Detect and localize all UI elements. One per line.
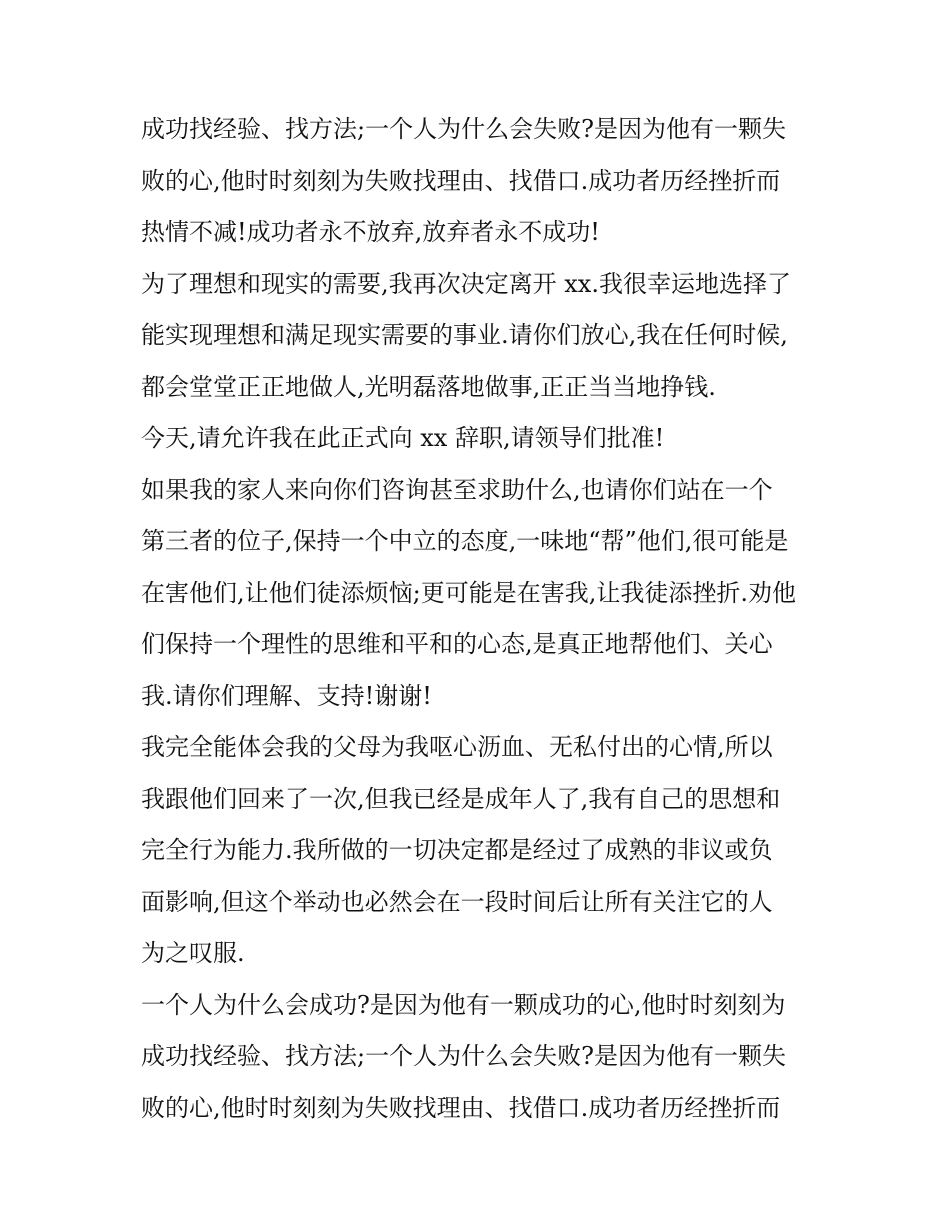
text-line: 第三者的位子,保持一个中立的态度,一味地“帮”他们,很可能是 <box>141 527 789 555</box>
text-line: 能实现理想和满足现实需要的事业.请你们放心,我在任何时候, <box>141 321 788 349</box>
text-line: 我.请你们理解、支持!谢谢! <box>141 681 432 710</box>
text-line: 面影响,但这个举动也必然会在一段时间后让所有关注它的人 <box>141 887 773 916</box>
text-line: 热情不减!成功者永不放弃,放弃者永不成功! <box>141 218 600 246</box>
text-line: 成功找经验、找方法;一个人为什么会失败?是因为他有一颗失 <box>141 115 786 143</box>
text-line: 在害他们,让他们徒添烦恼;更可能是在害我,让我徒添挫折.劝他 <box>141 578 796 607</box>
text-line: 为之叹服. <box>141 939 245 967</box>
text-line: 我跟他们回来了一次,但我已经是成年人了,我有自己的思想和 <box>141 784 781 813</box>
body-text <box>141 104 821 1134</box>
text-line: 都会堂堂正正地做人,光明磊落地做事,正正当当地挣钱. <box>141 372 716 401</box>
text-line: 们保持一个理性的思维和平和的心态,是真正地帮他们、关心 <box>141 630 773 658</box>
text-line: 为了理想和现实的需要,我再次决定离开 xx.我很幸运地选择了 <box>141 269 791 298</box>
text-line: 败的心,他时时刻刻为失败找理由、找借口.成功者历经挫折而 <box>141 1093 781 1122</box>
text-line: 完全行为能力.我所做的一切决定都是经过了成熟的非议或负 <box>141 836 773 864</box>
text-line: 今天,请允许我在此正式向 xx 辞职,请领导们批准! <box>141 424 665 452</box>
text-line: 败的心,他时时刻刻为失败找理由、找借口.成功者历经挫折而 <box>141 166 781 195</box>
text-line: 一个人为什么会成功?是因为他有一颗成功的心,他时时刻刻为 <box>141 990 786 1019</box>
text-line: 如果我的家人来向你们咨询甚至求助什么,也请你们站在一个 <box>141 475 773 504</box>
text-line: 我完全能体会我的父母为我呕心沥血、无私付出的心情,所以 <box>141 733 773 761</box>
text-line: 成功找经验、找方法;一个人为什么会失败?是因为他有一颗失 <box>141 1042 786 1070</box>
